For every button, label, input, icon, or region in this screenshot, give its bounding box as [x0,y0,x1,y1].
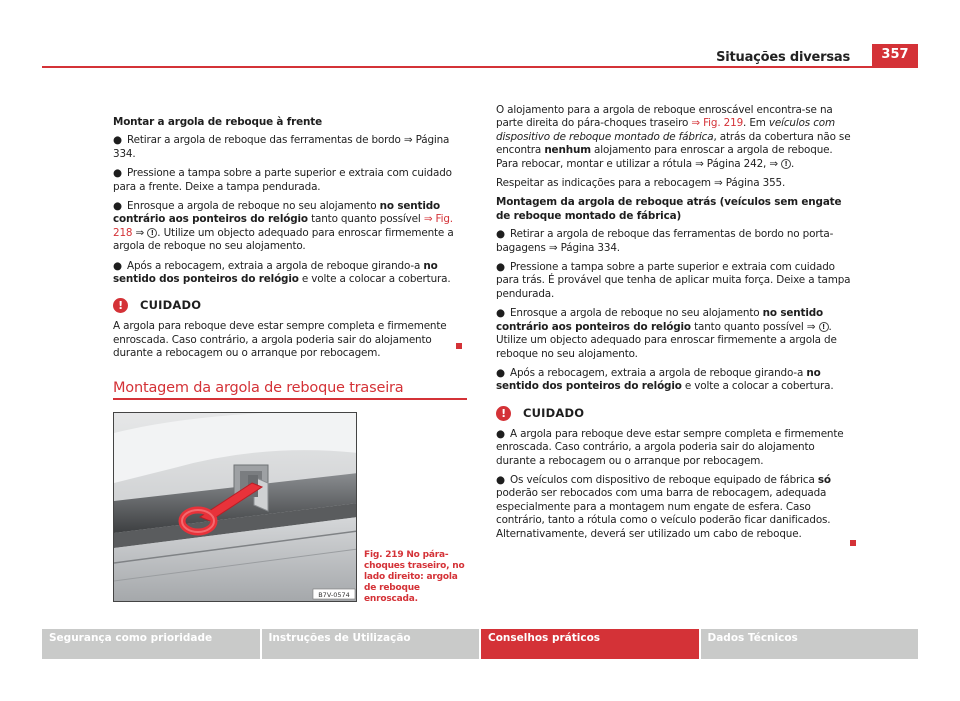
bullet-icon: ● [496,473,505,486]
bullet-icon: ● [496,307,505,320]
right-column [496,104,856,547]
section-title: Montagem da argola de reboque traseira [113,380,404,396]
right-bullet-2: ● Pressione a tampa sobre a parte superior e extraia com cuidado para trás. É provável que tenha de aplicar muita força. Deixe a tampa pendurada. [496,261,851,300]
bullet-icon: ● [113,167,122,180]
figure-219-image [113,412,357,602]
bullet-icon: ● [496,427,505,440]
page-header-title: Situações diversas [716,50,850,65]
header-divider [42,66,918,68]
right-bullet-4: ● Após a rebocagem, extraia a argola de reboque girando-a no sentido dos ponteiros do relógio e volte a colocar a cobertura. [496,366,834,393]
right-bullet-3: ● Enrosque a argola de reboque no seu alojamento no sentido contrário aos ponteiros do relógio tanto quanto possível ⇒ ! . Utilize um objecto adequado para enroscar firmemente a argola de reboque no seu alojamento. [496,307,837,360]
bullet-icon: ● [113,200,122,213]
left-bullet-1: ● Retirar a argola de reboque das ferramentas de bordo ⇒ Página 334. [113,134,450,160]
right-caution-header [496,406,856,421]
caution-label: CUIDADO [523,405,585,420]
info-icon[interactable]: ! [781,159,791,169]
section-end-marker [456,343,462,349]
footer-tab-safety[interactable]: Segurança como prioridade [42,629,260,659]
right-paragraph-1: O alojamento para a argola de reboque enroscável encontra-se na parte direita do pára-choques traseiro ⇒ Fig. 219. Em veículos com dispositivo de reboque montado de fábrica, atrás da cobertura não se encontra nenhum alojamento para enroscar a argola de reboque. Para rebocar, montar e utilizar a rótula ⇒ Página 242, ⇒ ! . [496,104,851,170]
warning-icon: ! [496,406,511,421]
info-icon[interactable]: ! [819,322,829,332]
bullet-icon: ● [496,366,505,379]
warning-icon: ! [113,298,128,313]
fig-219-link[interactable]: ⇒ Fig. 219 [691,117,744,130]
footer-tab-technical-data[interactable]: Dados Técnicos [701,629,919,659]
caution-label: CUIDADO [140,298,202,313]
left-caution-header [113,298,465,313]
footer-nav [42,629,918,659]
bumper-tow-eye-illustration [114,413,357,602]
right-caution-bullet-2: ● Os veículos com dispositivo de reboque equipado de fábrica só poderão ser rebocados com uma barra de rebocagem, adequada especialmente para a montagem num engate de esfera. Caso contrário, tanto a rótula como o veículo poderão ficar danificados. Alternativamente, deverá ser utilizado um cabo de reboque. [496,473,831,540]
right-caution-bullet-1: ● A argola para reboque deve estar sempre completa e firmemente enroscada. Caso contrário, a argola poderia sair do alojamento durante a rebocagem ou o arranque por rebocagem. [496,427,844,467]
rear-tow-heading: Montagem da argola de reboque atrás (veículos sem engate de reboque montado de fábrica) [496,196,842,222]
right-paragraph-2: Respeitar as indicações para a rebocagem ⇒ Página 355. [496,177,786,190]
figure-code: B7V-0574 [318,591,350,599]
left-bullet-3: ● Enrosque a argola de reboque no seu alojamento no sentido contrário aos ponteiros do relógio tanto quanto possível ⇒ Fig. 218 ⇒ ! . Utilize um objecto adequado para enroscar firmemente a argola de reboque no seu alojamento. [113,200,454,253]
left-column [113,116,465,367]
bullet-icon: ● [496,261,505,274]
fig-218-link[interactable]: ⇒ Fig. 218 [113,213,453,239]
left-bullet-2: ● Pressione a tampa sobre a parte superior e extraia com cuidado para a frente. Deixe a tampa pendurada. [113,167,452,193]
figure-caption: Fig. 219 No pára-choques traseiro, no lado direito: argola de reboque enroscada. [364,550,465,604]
front-tow-heading: Montar a argola de reboque à frente [113,116,322,128]
section-divider [113,398,467,400]
footer-tab-instructions[interactable]: Instruções de Utilização [262,629,480,659]
page-number: 357 [872,44,918,66]
left-bullet-4: ● Após a rebocagem, extraia a argola de reboque girando-a no sentido dos ponteiros do relógio e volte a colocar a cobertura. [113,259,451,286]
right-bullet-1: ● Retirar a argola de reboque das ferramentas de bordo no porta-bagagens ⇒ Página 334. [496,228,834,254]
info-icon[interactable]: ! [147,228,157,238]
bullet-icon: ● [496,228,505,241]
bullet-icon: ● [113,134,122,147]
left-caution-text: A argola para reboque deve estar sempre completa e firmemente enroscada. Caso contrário, a argola poderia sair do alojamento durante a rebocagem ou o arranque por rebocagem. [113,320,447,360]
footer-tab-practical-advice[interactable]: Conselhos práticos [481,629,699,659]
bullet-icon: ● [113,259,122,272]
section-end-marker [850,540,856,546]
